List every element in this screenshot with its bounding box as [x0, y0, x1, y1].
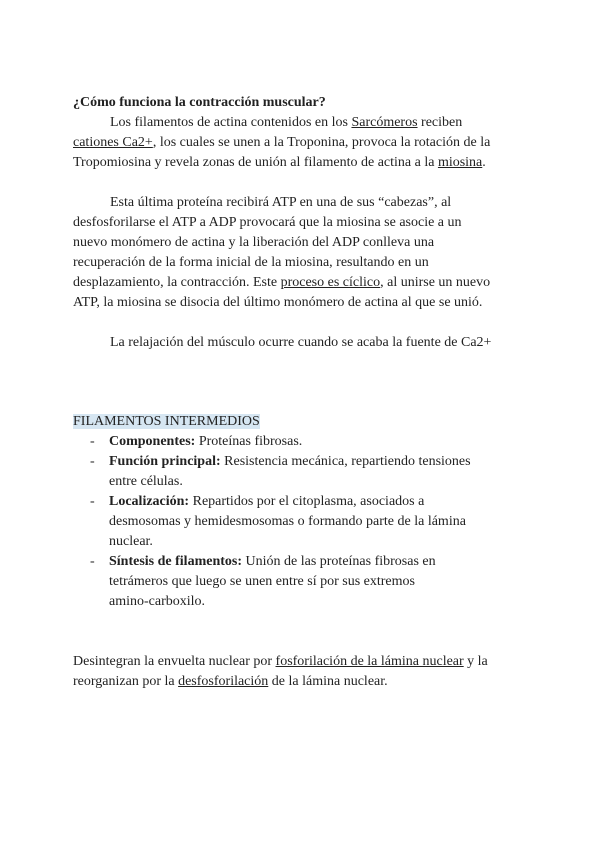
- bullet-dash: -: [90, 454, 95, 469]
- underlined-term: proceso es cíclico: [280, 275, 381, 290]
- text-span: Desintegran la envuelta nuclear por: [73, 654, 276, 669]
- list-item-label: Síntesis de filamentos:: [109, 554, 242, 569]
- list-item: [109, 492, 424, 512]
- list-item-label: Función principal:: [109, 454, 221, 469]
- list-item-label: Localización:: [109, 494, 190, 509]
- list-item-continuation: nuclear.: [109, 534, 153, 549]
- list-item-text: Resistencia mecánica, repartiendo tensiones: [220, 454, 471, 469]
- list-item-continuation: tetrámeros que luego se unen entre sí por sus extremos: [109, 574, 415, 589]
- paragraph-line: [73, 153, 486, 173]
- text-span: de la lámina nuclear.: [268, 674, 388, 689]
- text-span: , los cuales se unen a la Troponina, provoca la rotación de la: [152, 135, 491, 150]
- text-span: .: [482, 155, 486, 170]
- paragraph-line: [73, 273, 490, 293]
- list-item-continuation: amino-carboxilo.: [109, 594, 206, 609]
- paragraph-line: Esta última proteína recibirá ATP en una de sus “cabezas”, al: [110, 195, 452, 210]
- underlined-term: Sarcómeros: [351, 115, 418, 130]
- paragraph-line: recuperación de la forma inicial de la miosina, resultando en un: [73, 255, 429, 270]
- section-heading: [73, 412, 260, 432]
- paragraph-line: La relajación del músculo ocurre cuando se acaba la fuente de Ca2+: [110, 335, 492, 350]
- list-item-text: Unión de las proteínas fibrosas en: [242, 554, 436, 569]
- list-item-text: Proteínas fibrosas.: [195, 434, 303, 449]
- paragraph-line: ATP, la miosina se disocia del último monómero de actina al que se unió.: [73, 295, 483, 310]
- text-span: Los filamentos de actina contenidos en los: [110, 115, 352, 130]
- list-item: [109, 452, 471, 472]
- paragraph-line: [73, 672, 388, 692]
- text-span: desplazamiento, la contracción. Este: [73, 275, 281, 290]
- text-span: y la: [463, 654, 488, 669]
- bullet-dash: -: [90, 554, 95, 569]
- underlined-term: miosina: [437, 155, 483, 170]
- bullet-dash: -: [90, 494, 95, 509]
- underlined-term: desfosforilación: [178, 674, 269, 689]
- list-item-text: Repartidos por el citoplasma, asociados a: [189, 494, 425, 509]
- text-span: , al unirse un nuevo: [380, 275, 491, 290]
- text-span: reorganizan por la: [73, 674, 179, 689]
- text-span: Tropomiosina y revela zonas de unión al filamento de actina a la: [73, 155, 438, 170]
- paragraph-line: desfosforilarse el ATP a ADP provocará que la miosina se asocie a un: [73, 215, 462, 230]
- underlined-term: fosforilación de la lámina nuclear: [275, 654, 464, 669]
- paragraph-line: [73, 133, 490, 153]
- text-span: reciben: [417, 115, 463, 130]
- list-item: [109, 552, 436, 572]
- list-item: [109, 432, 302, 452]
- list-item-label: Componentes:: [109, 434, 196, 449]
- list-item-continuation: entre células.: [109, 474, 183, 489]
- paragraph-line: [73, 652, 488, 672]
- section-title: ¿Cómo funciona la contracción muscular?: [73, 95, 326, 110]
- paragraph-line: nuevo monómero de actina y la liberación del ADP conlleva una: [73, 235, 435, 250]
- paragraph-line: [110, 113, 462, 133]
- highlighted-heading: FILAMENTOS INTERMEDIOS: [73, 414, 260, 429]
- underlined-term: cationes Ca2+: [73, 135, 153, 150]
- bullet-dash: -: [90, 434, 95, 449]
- list-item-continuation: desmosomas y hemidesmosomas o formando parte de la lámina: [109, 514, 466, 529]
